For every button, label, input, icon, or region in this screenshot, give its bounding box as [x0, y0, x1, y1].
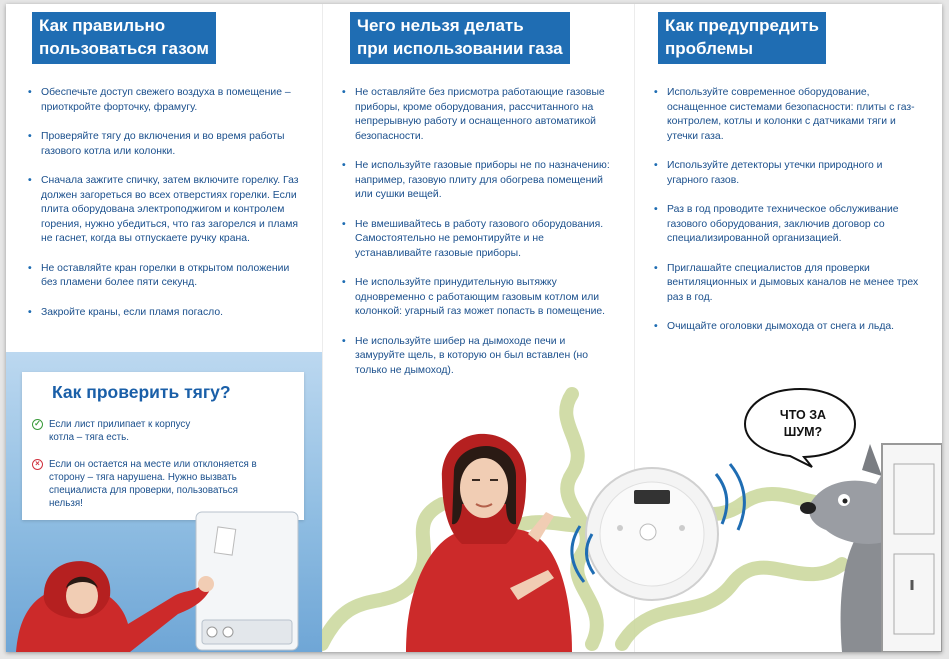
- list-item: • Очищайте оголовки дымохода от снега и льда.: [654, 320, 926, 335]
- cross-circle-icon: ×: [32, 459, 43, 470]
- list-item: • Закройте краны, если пламя погасло.: [28, 306, 306, 321]
- door-illustration: [882, 444, 942, 652]
- how-to-use-list: [28, 86, 306, 335]
- girl-checking-boiler-illustration: [6, 492, 322, 652]
- list-item: • Не используйте шибер на дымоходе печи и замуруйте щель, в которую он был вставлен (но только не дымоход).: [342, 335, 618, 379]
- list-item: • Используйте современное оборудование, оснащенное системами безопасности: плиты с газ-контролем, котлы и колонки с датчиками тяги и утечки газа.: [654, 86, 926, 144]
- list-item: • Не используйте газовые приборы не по назначению: например, газовую плиту для обогрева помещений или сушки вещей.: [342, 159, 618, 203]
- draft-check-panel: [6, 352, 322, 652]
- draft-check-card: Как проверить тягу? ✓ Если лист прилипает к корпусу котла – тяга есть. × Если он остается на месте или отклоняется в сторону – тяга нарушена. Нужно вызвать специалиста для проверки, пользоваться нельзя!: [22, 372, 304, 520]
- list-item: • Не используйте принудительную вытяжку одновременно с работающим газовым котлом или колонкой: угарный газ может попасть в помещение.: [342, 276, 618, 320]
- draft-check-title: Как проверить тягу?: [52, 382, 231, 402]
- list-item: • Проверяйте тягу до включения и во время работы газового котла или колонки.: [28, 130, 306, 159]
- what-not-to-do-list: [342, 86, 618, 393]
- list-item: • Используйте детекторы утечки природного и угарного газов.: [654, 159, 926, 188]
- check-circle-icon: ✓: [32, 419, 43, 430]
- list-item: • Раз в год проводите техническое обслуживание газового оборудования, заключив договор со специализированной организацией.: [654, 203, 926, 247]
- gas-detector-device: [572, 464, 745, 600]
- leaflet-page: [6, 4, 942, 652]
- girl-pointing-figure: [406, 434, 572, 652]
- list-item: • Обеспечьте доступ свежего воздуха в помещение – приоткройте форточку, фрамугу.: [28, 86, 306, 115]
- list-item: • Приглашайте специалистов для проверки вентиляционных и дымовых каналов не менее трех раз в год.: [654, 262, 926, 306]
- list-item: • Не оставляйте без присмотра работающие газовые приборы, кроме оборудования, рассчитанного на непрерывную работу и оснащенного автоматикой безопасности.: [342, 86, 618, 144]
- list-item: • Не оставляйте кран горелки в открытом положении без пламени более пяти секунд.: [28, 262, 306, 291]
- section-title-prevent-problems: Как предупредить проблемы: [658, 12, 826, 64]
- speech-bubble-text: ЧТО ЗА ШУМ?: [779, 408, 827, 439]
- list-item: • Сначала зажгите спичку, затем включите горелку. Газ должен загореться во всех отверстиях горелки. Если плита оборудована электроподжигом и контролем горения, нужно убедиться, что газ загорелся и пламя не гаснет, когда вы отпускаете ручку крана.: [28, 174, 306, 247]
- list-item: • Не вмешивайтесь в работу газового оборудования. Самостоятельно не ремонтируйте и не устанавливайте газовые приборы.: [342, 218, 618, 262]
- section-title-how-to-use: Как правильно пользоваться газом: [32, 12, 216, 64]
- section-title-what-not-to-do: Чего нельзя делать при использовании газа: [350, 12, 570, 64]
- prevent-problems-list: [654, 86, 926, 350]
